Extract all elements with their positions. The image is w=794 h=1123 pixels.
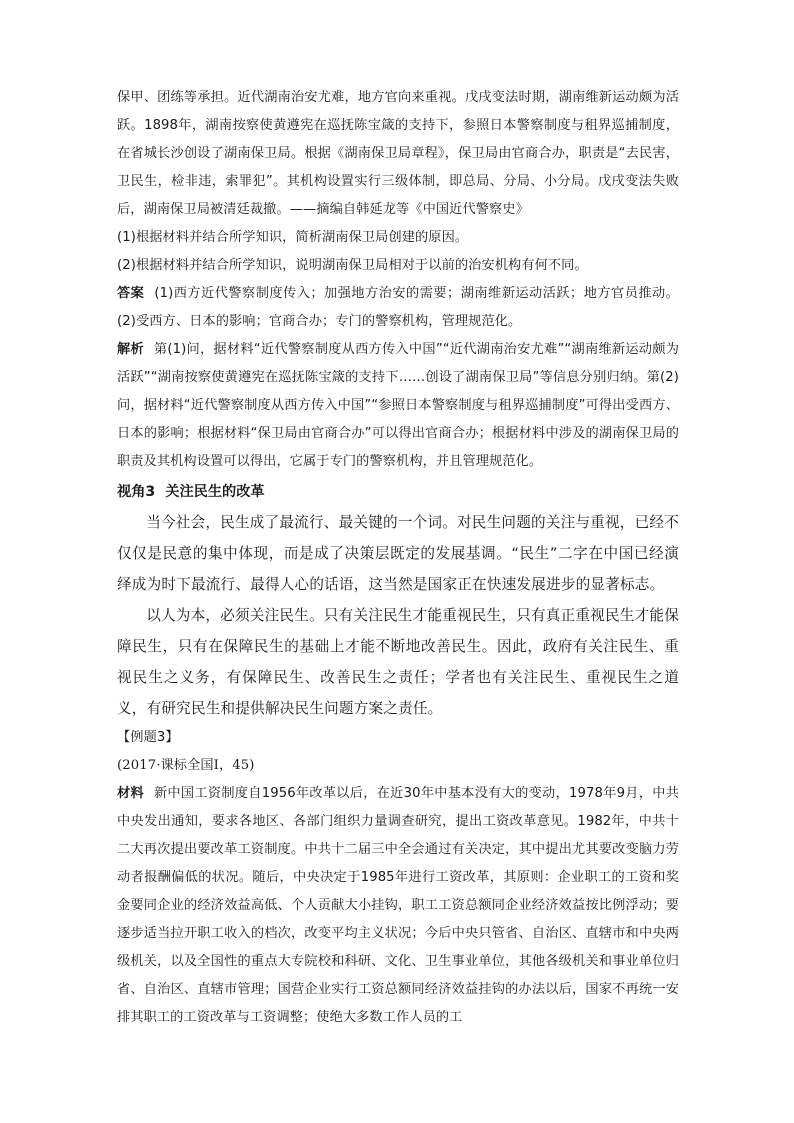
example-label: 【例题3】	[117, 730, 179, 745]
section-number: 视角3	[117, 484, 156, 500]
material2-block	[117, 780, 679, 1032]
section-title: 关注民生的改革	[165, 484, 265, 500]
answer-block	[117, 280, 679, 336]
analysis-text: 第(1)问，据材料“近代警察制度从西方传入中国”“近代湖南治安尤难”“湖南维新运动颇为活跃”“湖南按察使黄遵宪在巡抚陈宝箴的支持下……创设了湖南保卫局”等信息分别归纳。第(2)问，据材料“近代警察制度从西方传入中国”“参照日本警察制度与租界巡捕制度”可得出受西方、日本的影响；根据材料“保卫局由官商合办”可以得出官商合办；根据材料中涉及的湖南保卫局的职责及其机构设置可以得出，它属于专门的警察机构，并且管理规范化。	[117, 342, 680, 469]
example-source: (2017·课标全国Ⅰ，45)	[117, 758, 255, 773]
body-paragraph-1: 当今社会，民生成了最流行、最关键的一个词。对民生问题的关注与重视，已经不仅仅是民意的集中体现，而是成了决策层既定的发展基调。“民生”二字在中国已经演绎成为时下最流行、最得人心的话语，这当然是国家正在快速发展进步的显著标志。	[117, 514, 679, 593]
content-column	[117, 84, 679, 1032]
answer-label: 答案	[117, 286, 145, 301]
material2-text: 新中国工资制度自1956年改革以后，在近30年中基本没有大的变动，1978年9月，中共中央发出通知，要求各地区、各部门组织力量调查研究，提出工资改革意见。1982年，中共十二大再次提出要改革工资制度。中共十二届三中全会通过有关决定，其中提出尤其要改变脑力劳动者报酬偏低的状况。随后，中央决定于1985年进行工资改革，其原则：企业职工的工资和奖金要同企业的经济效益高低、个人贡献大小挂钩，职工工资总额同企业经济效益按比例浮动；要逐步适当拉开职工收入的档次，改变平均主义状况；今后中央只管省、自治区、直辖市和中央两级机关，以及全国性的重点大专院校和科研、文化、卫生事业单位，其他各级机关和事业单位归省、自治区、直辖市管理；国营企业实行工资总额同经济效益挂钩的办法以后，国家不再统一安排其职工的工资改革与工资调整；使绝大多数工作人员的工	[117, 786, 680, 1025]
question-1: (1)根据材料并结合所学知识，简析湖南保卫局创建的原因。	[117, 230, 469, 245]
body-paragraph-2: 以人为本，必须关注民生。只有关注民生才能重视民生，只有真正重视民生才能保障民生，只有在保障民生的基础上才能不断地改善民生。因此，政府有关注民生、重视民生之义务，有保障民生、改善民生之责任；学者也有关注民生、重视民生之道义，有研究民生和提供解决民生问题方案之责任。	[117, 607, 679, 717]
material2-label: 材料	[117, 786, 144, 801]
section-heading	[117, 477, 679, 507]
analysis-block	[117, 336, 679, 476]
analysis-label: 解析	[117, 342, 144, 357]
material-text: 保甲、团练等承担。近代湖南治安尤难，地方官向来重视。戊戌变法时期，湖南维新运动颇为活跃。1898年，湖南按察使黄遵宪在巡抚陈宝箴的支持下，参照日本警察制度与租界巡捕制度，在省城长沙创设了湖南保卫局。根据《湖南保卫局章程》，保卫局由官商合办，职责是“去民害，卫民生，检非违，索罪犯”。其机构设置实行三级体制，即总局、分局、小分局。戊戌变法失败后，湖南保卫局被清廷裁撤。——摘编自韩延龙等《中国近代警察史》	[117, 90, 679, 217]
question-2: (2)根据材料并结合所学知识，说明湖南保卫局相对于以前的治安机构有何不同。	[117, 258, 588, 273]
answer-text: (1)西方近代警察制度传入；加强地方治安的需要；湖南维新运动活跃；地方官员推动。(2)受西方、日本的影响；官商合办；专门的警察机构，管理规范化。	[117, 286, 679, 329]
